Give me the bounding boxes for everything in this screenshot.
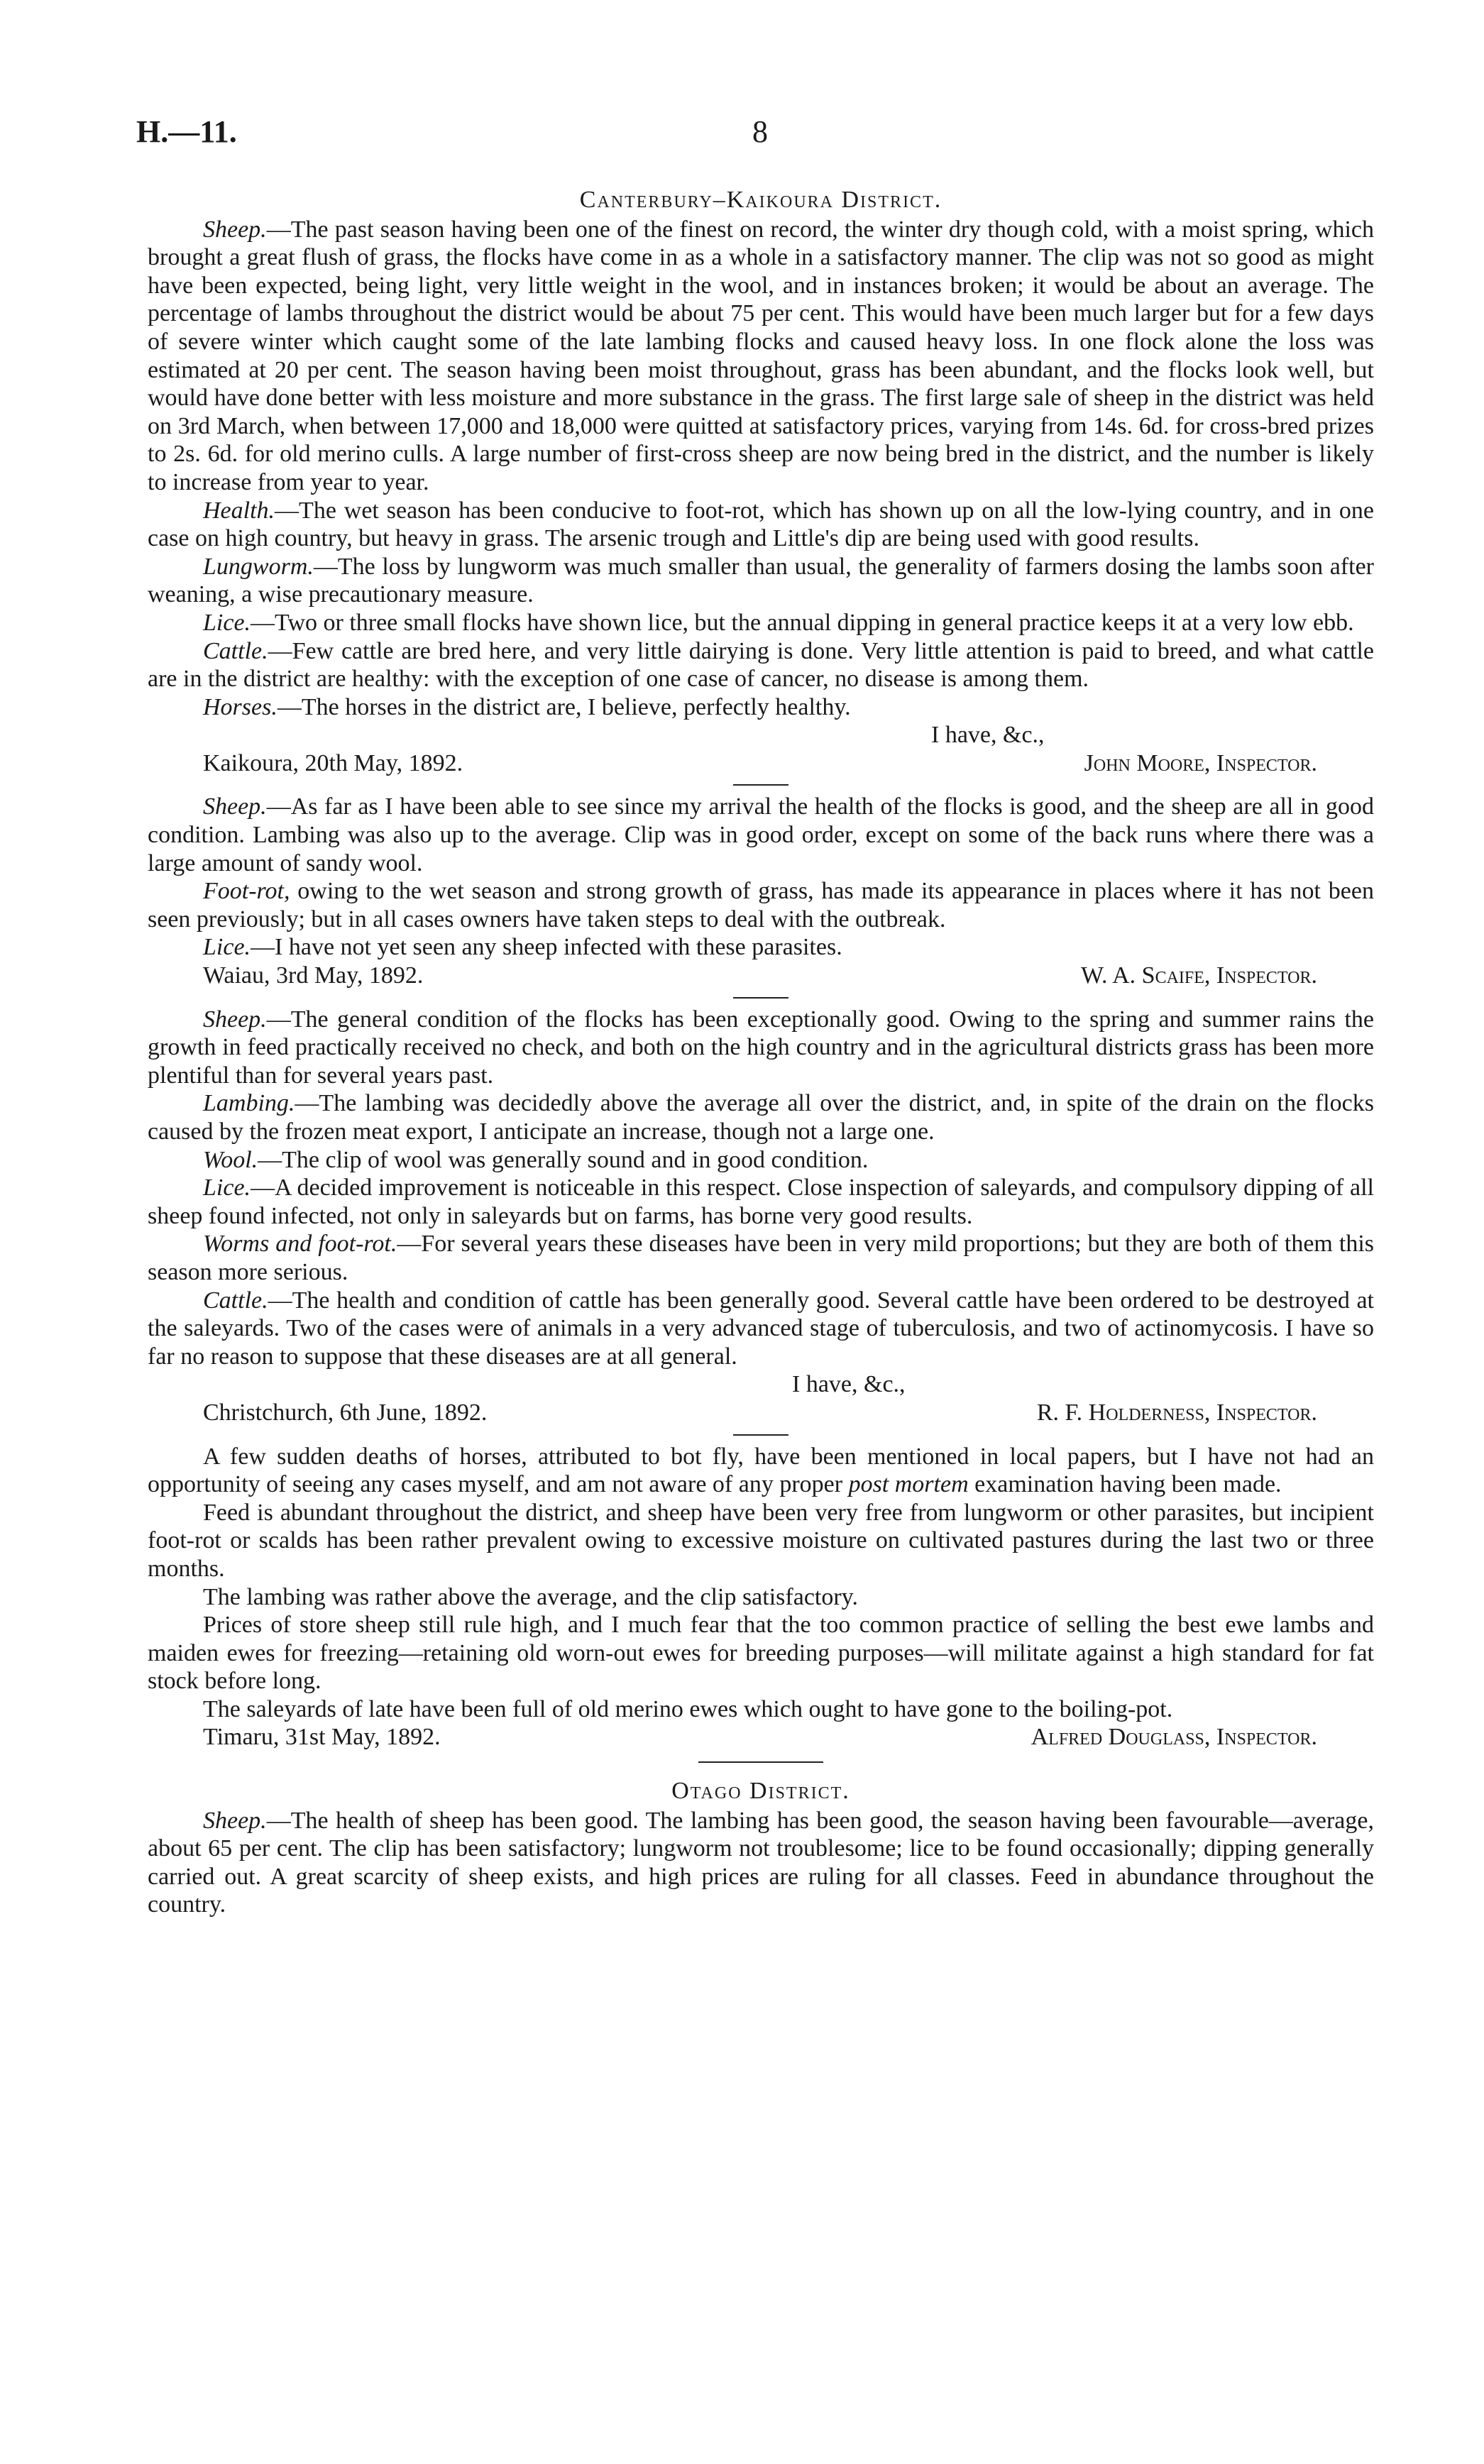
paragraph (148, 1807, 1374, 1919)
paragraph (148, 637, 1374, 693)
paragraph-label: Cattle. (203, 637, 268, 664)
paragraph-label: Lambing. (203, 1090, 295, 1117)
divider (698, 1761, 823, 1763)
paragraph-text: —For several years these diseases have been in very mild proportions; but they are both of them this season more serious. (148, 1231, 1374, 1285)
paragraph (148, 793, 1374, 877)
section-title: Canterbury–Kaikoura District. (579, 187, 942, 213)
paragraph-label: Lice. (203, 609, 251, 636)
place-date: Waiau, 3rd May, 1892. (203, 962, 424, 989)
paragraph-text: —Two or three small flocks have shown lice, but the annual dipping in general practice keeps it at a very low ebb. (251, 609, 1354, 636)
paragraph-label: Horses. (203, 693, 277, 720)
signature-row (148, 1723, 1374, 1751)
paragraph-label: Lice. (203, 1175, 251, 1201)
section-waiau (148, 793, 1374, 989)
paragraph (148, 933, 1374, 962)
signature: W. A. Scaife, Inspector. (1081, 962, 1317, 989)
signature-row (148, 962, 1374, 990)
section-timaru (148, 1443, 1374, 1752)
section-canterbury (148, 186, 1374, 777)
section-otago (148, 1777, 1374, 1919)
paragraph-label: Health. (203, 497, 275, 524)
paragraph-label: Wool. (203, 1146, 258, 1173)
paragraph (148, 1443, 1374, 1499)
paragraph-text: —The wet season has been conducive to foot-rot, which has shown up on all the low-lying country, and in one case on high country, but heavy in grass. The arsenic trough and Little's dip are being used with good results. (148, 497, 1374, 552)
place-date: Timaru, 31st May, 1892. (203, 1724, 441, 1751)
paragraph-text: —The clip of wool was generally sound and in good condition. (258, 1146, 869, 1173)
signature: Alfred Douglass, Inspector. (1030, 1724, 1317, 1751)
paragraph-label: Sheep. (203, 793, 267, 820)
paragraph (148, 693, 1374, 722)
paragraph-label: Sheep. (203, 216, 267, 243)
paragraph-text: —The past season having been one of the finest on record, the winter dry though cold, with a moist spring, which brought a great flush of grass, the flocks have come in as a whole in a satisfactory manner. The clip was not so good as might have been expected, being light, very little weight in the wool, and in instances broken; it would be about an average. The percentage of lambs throughout the district would be about 75 per cent. This would have been much larger but for a few days of severe winter which caught some of the late lambing flocks and caused heavy loss. In one flock alone the loss was estimated at 20 per cent. The season having been moist throughout, grass has been abundant, and the flocks look well, but would have done better with less moisture and more substance in the grass. The first large sale of sheep in the district was held on 3rd March, when between 17,000 and 18,000 were quitted at satisfactory prices, varying from 14s. 6d. for cross-bred prizes to 2s. 6d. for old merino culls. A large number of first-cross sheep are now being bred in the district, and the number is likely to increase from year to year. (148, 216, 1374, 495)
section-title: Otago District. (671, 1778, 850, 1805)
paragraph-label: Cattle. (203, 1287, 268, 1314)
page-body (148, 186, 1374, 1919)
paragraph (148, 1174, 1374, 1230)
divider (733, 784, 788, 786)
paragraph (148, 1287, 1374, 1371)
paragraph: Prices of store sheep still rule high, and I much fear that the too common practice of selling the best ewe lambs and maiden ewes for freezing—retaining old worn-out ewes for breeding purposes—will militate against a high standard for fat stock before long. (148, 1612, 1374, 1695)
place-date: Christchurch, 6th June, 1892. (203, 1399, 488, 1426)
paragraph-text: —Few cattle are bred here, and very little dairying is done. Very little attention is paid to breed, and what cattle are in the district are healthy: with the exception of one case of cancer, no disease is among them. (148, 637, 1374, 693)
signature-row (148, 749, 1374, 778)
signature-row (148, 1399, 1374, 1427)
paragraph-label: Foot-rot, (203, 878, 290, 905)
paragraph-text: —The health of sheep has been good. The lambing has been good, the season having been favourable—average, about 65 per cent. The clip has been satisfactory; lungworm not troublesome; lice to be found occasionally; dipping generally carried out. A great scarcity of sheep exists, and high prices are ruling for all classes. Feed in abundance throughout the country. (148, 1807, 1374, 1918)
paragraph: The lambing was rather above the average, and the clip satisfactory. (203, 1583, 858, 1610)
paragraph (148, 1089, 1374, 1145)
paragraph-text: —The horses in the district are, I believe, perfectly healthy. (277, 693, 851, 720)
paragraph (148, 553, 1374, 609)
paragraph-text: A few sudden deaths of horses, attributed to bot fly, have been mentioned in local papers, but I have not had an opportunity of seeing any cases myself, and am not aware of any proper (148, 1443, 1374, 1498)
page-header (0, 114, 1484, 163)
paragraph (148, 609, 1374, 637)
paragraph-label: Worms and foot-rot. (203, 1231, 397, 1258)
paragraph (148, 497, 1374, 553)
paragraph-label: Lungworm. (203, 553, 314, 580)
paragraph: Feed is abundant throughout the district, and sheep have been very free from lungworm or other parasites, but incipient foot-rot or scalds has been rather prevalent owing to excessive moisture on cultivated pastures during the last two or three months. (148, 1499, 1374, 1582)
italic-term: post mortem (848, 1471, 969, 1498)
paragraph-text: —As far as I have been able to see since my arrival the health of the flocks is good, and the sheep are all in good condition. Lambing was also up to the average. Clip was in good order, except on some of the back runs where there was a large amount of sandy wool. (148, 793, 1374, 876)
paragraph-label: Sheep. (203, 1807, 267, 1834)
closing-salutation: I have, &c., (931, 722, 1045, 749)
paragraph (148, 216, 1374, 497)
paragraph (148, 1006, 1374, 1090)
paragraph-text: —The loss by lungworm was much smaller than usual, the generality of farmers dosing the lambs soon after weaning, a wise precautionary measure. (148, 553, 1374, 608)
paragraph-text: —The health and condition of cattle has been generally good. Several cattle have been ordered to be destroyed at the saleyards. Two of the cases were of animals in a very advanced stage of tuberculosis, and two of actinomycosis. I have so far no reason to suppose that these diseases are at all general. (148, 1287, 1374, 1370)
page-number: 8 (752, 114, 768, 149)
paragraph: The saleyards of late have been full of old merino ewes which ought to have gone to the boiling-pot. (203, 1695, 1173, 1722)
divider (733, 1434, 788, 1436)
paragraph (148, 1230, 1374, 1286)
paragraph (148, 1146, 1374, 1175)
section-christchurch (148, 1006, 1374, 1427)
place-date: Kaikoura, 20th May, 1892. (203, 749, 463, 776)
document-reference: H.—11. (136, 114, 237, 149)
closing-salutation: I have, &c., (792, 1371, 906, 1398)
paragraph-text: —A decided improvement is noticeable in this respect. Close inspection of saleyards, and compulsory dipping of all sheep found infected, not only in saleyards but on farms, has borne very good results. (148, 1175, 1374, 1229)
paragraph (148, 877, 1374, 933)
divider (733, 997, 788, 999)
signature: R. F. Holderness, Inspector. (1036, 1399, 1317, 1426)
paragraph-text: examination having been made. (968, 1471, 1282, 1498)
paragraph-text: owing to the wet season and strong growth of grass, has made its appearance in places where it has not been seen previously; but in all cases owners have taken steps to deal with the outbreak. (148, 878, 1374, 933)
paragraph-text: —The lambing was decidedly above the average all over the district, and, in spite of the drain on the flocks caused by the frozen meat export, I anticipate an increase, though not a large one. (148, 1090, 1374, 1145)
paragraph-label: Lice. (203, 934, 251, 961)
paragraph-label: Sheep. (203, 1006, 267, 1033)
paragraph-text: —I have not yet seen any sheep infected with these parasites. (251, 934, 842, 961)
paragraph-text: —The general condition of the flocks has been exceptionally good. Owing to the spring and summer rains the growth in feed practically received no check, and both on the high country and in the agricultural districts grass has been more plentiful than for several years past. (148, 1006, 1374, 1089)
signature: John Moore, Inspector. (1084, 749, 1317, 776)
